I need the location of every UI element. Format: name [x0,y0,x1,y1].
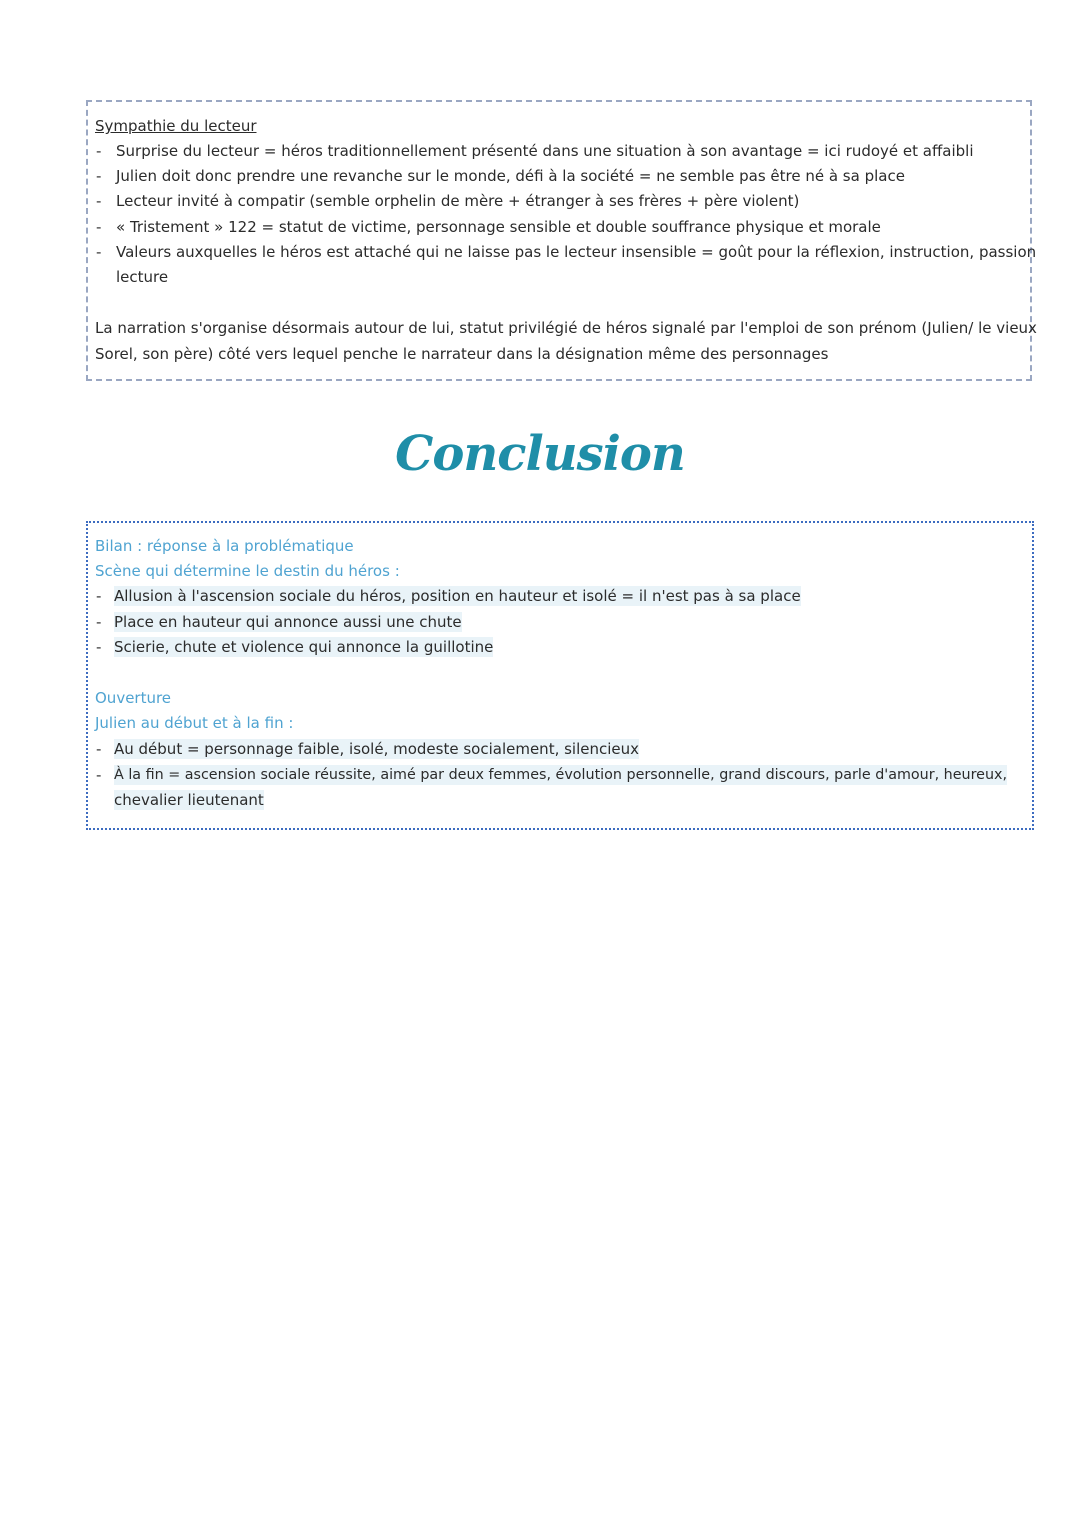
bullet-dash: - [96,740,102,758]
list-item: À la fin = ascension sociale réussite, aimé par deux femmes, évolution personnelle, grand discours, parle d'amour, heureux, [114,767,1008,783]
bullet-dash: - [96,167,102,185]
conclusion-title: Conclusion [395,426,685,482]
list-item: Julien doit donc prendre une revanche sur le monde, défi à la société = ne semble pas être né à sa place [116,167,905,185]
section-heading: Sympathie du lecteur [95,117,257,135]
ouverture-label: Ouverture [95,689,172,707]
bilan-label: Bilan : réponse à la problématique [95,537,354,555]
list-item: Lecteur invité à compatir (semble orphelin de mère + étranger à ses frères + père violent) [116,192,800,210]
list-item: Valeurs auxquelles le héros est attaché qui ne laisse pas le lecteur insensible = goût pour la réflexion, instruction, passion [116,243,1037,261]
list-item: Surprise du lecteur = héros traditionnellement présenté dans une situation à son avantage = ici rudoyé et affaibli [116,142,974,160]
bullet-dash: - [96,766,102,784]
list-item-continuation: lecture [116,268,169,286]
bullet-dash: - [96,142,102,160]
list-item: Place en hauteur qui annonce aussi une chute [114,613,462,631]
ouverture-sub: Julien au début et à la fin : [95,714,294,732]
bullet-dash: - [96,192,102,210]
bullet-dash: - [96,613,102,631]
bullet-dash: - [96,638,102,656]
bullet-dash: - [96,243,102,261]
list-item: Au début = personnage faible, isolé, modeste socialement, silencieux [114,740,640,758]
bullet-dash: - [96,587,102,605]
bilan-sub: Scène qui détermine le destin du héros : [95,562,400,580]
list-item: « Tristement » 122 = statut de victime, personnage sensible et double souffrance physique et morale [116,218,881,236]
list-item: Allusion à l'ascension sociale du héros, position en hauteur et isolé = il n'est pas à sa place [114,587,801,605]
paragraph-line: Sorel, son père) côté vers lequel penche le narrateur dans la désignation même des personnages [95,345,829,363]
paragraph-line: La narration s'organise désormais autour de lui, statut privilégié de héros signalé par l'emploi de son prénom (Julien/ le vieux [95,319,1037,337]
bullet-dash: - [96,218,102,236]
list-item-continuation: chevalier lieutenant [114,791,264,809]
list-item: Scierie, chute et violence qui annonce la guillotine [114,638,494,656]
